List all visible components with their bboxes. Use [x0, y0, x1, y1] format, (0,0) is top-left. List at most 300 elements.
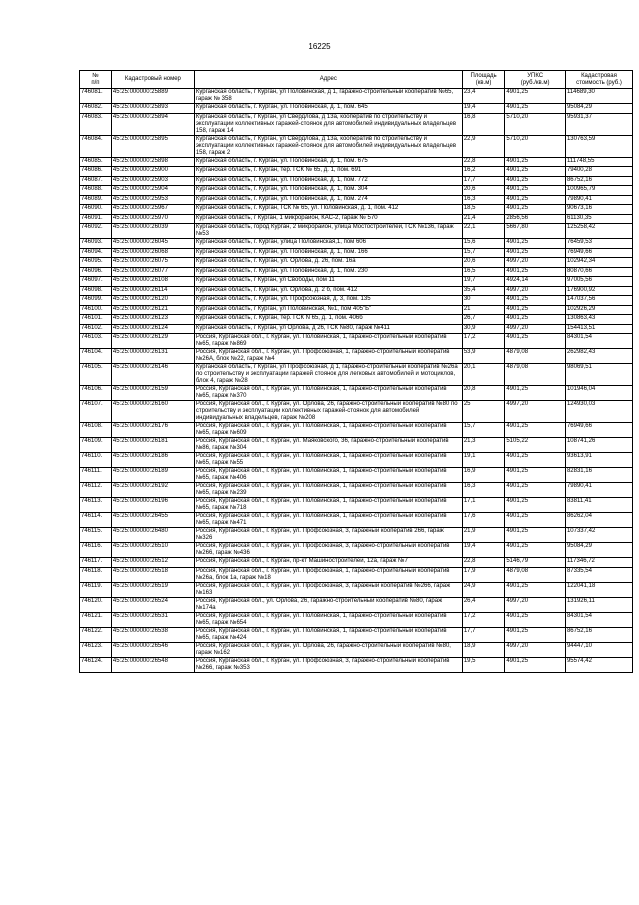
- cadastral-cost-cell: 100965,79: [565, 186, 632, 196]
- table-row: [80, 364, 633, 386]
- table-row: [80, 423, 633, 438]
- cadastral-number-cell: 45:25:000000:25898: [111, 157, 194, 167]
- table-row: [80, 89, 633, 104]
- upks-cell: 4901,25: [505, 582, 566, 597]
- cadastral-cost-cell: 84301,54: [565, 612, 632, 627]
- row-number-cell: 746109.: [80, 438, 112, 453]
- row-number-cell: 746116.: [80, 543, 112, 558]
- cadastral-number-cell: 45:25:000000:25900: [111, 167, 194, 177]
- row-number-cell: 746110.: [80, 453, 112, 468]
- address-cell: Курганская область, город Курган, 2 микрорайон, улица Мостостроителей, ГСК №136, гараж №53: [194, 224, 462, 239]
- cadastral-number-cell: 45:25:000000:26045: [111, 239, 194, 249]
- area-cell: 17,9: [462, 567, 505, 582]
- address-cell: Курганская область, г Курган, ул Свердлова, д 13а, кооператив по строительству и эксплуатации коллективных гаражей-стоянок для автомобилей индивидуальных владельцев 158, гараж 2: [194, 135, 462, 157]
- area-cell: 15,7: [462, 423, 505, 438]
- table-row: [80, 582, 633, 597]
- upks-cell: 5710,20: [505, 113, 566, 135]
- address-cell: Россия, Курганская обл., г. Курган, ул. Профсоюзная, 3, гаражно-строительный кооператив №266, гараж №436: [194, 543, 462, 558]
- address-cell: Курганская область, г. Курган, ул. Половинская, д. 1, пом. 772: [194, 176, 462, 186]
- table-row: [80, 597, 633, 612]
- area-cell: 19,7: [462, 277, 505, 287]
- address-cell: Россия, Курганская обл., г. Курган, ул. Орлова, 26, гаражно-строительный кооператив №80 по строительству и эксплуатации коллективных гаражей-стоянок для автомобилей индивидуальных владельцев, гараж №208: [194, 401, 462, 423]
- row-number-cell: 746091.: [80, 214, 112, 224]
- cadastral-cost-cell: 102926,29: [565, 305, 632, 315]
- area-cell: 21: [462, 305, 505, 315]
- area-cell: 19,4: [462, 104, 505, 114]
- row-number-cell: 746119.: [80, 582, 112, 597]
- cadastral-number-cell: 45:25:000000:26039: [111, 224, 194, 239]
- table-row: [80, 543, 633, 558]
- row-number-cell: 746092.: [80, 224, 112, 239]
- table-row: [80, 167, 633, 177]
- cadastral-cost-cell: 86752,16: [565, 176, 632, 186]
- area-cell: 21,4: [462, 214, 505, 224]
- address-cell: Курганская область, г Курган, ул Половинская, №1, пом 405"Б": [194, 305, 462, 315]
- upks-cell: 4901,25: [505, 498, 566, 513]
- cadastral-table-container: [79, 70, 633, 673]
- header-cost: Кадастровая стоимость (руб.): [565, 71, 632, 89]
- cadastral-cost-cell: 95084,29: [565, 543, 632, 558]
- cadastral-cost-cell: 108741,26: [565, 438, 632, 453]
- table-row: [80, 277, 633, 287]
- table-row: [80, 627, 633, 642]
- upks-cell: 4901,25: [505, 657, 566, 672]
- table-row: [80, 135, 633, 157]
- area-cell: 17,2: [462, 334, 505, 349]
- upks-cell: 4901,25: [505, 195, 566, 205]
- cadastral-cost-cell: 147037,56: [565, 296, 632, 306]
- cadastral-number-cell: 45:25:000000:26176: [111, 423, 194, 438]
- address-cell: Курганская область, г. Курган, ул. Половинская, д. 1, пом. 675: [194, 157, 462, 167]
- upks-cell: 5710,20: [505, 135, 566, 157]
- row-number-cell: 746118.: [80, 567, 112, 582]
- upks-cell: 4901,25: [505, 483, 566, 498]
- upks-cell: 4901,25: [505, 315, 566, 325]
- upks-cell: 4924,14: [505, 277, 566, 287]
- address-cell: Россия, Курганская обл., г. Курган, ул. Половинская, 1, гаражно-строительный кооператив №65, гараж №718: [194, 498, 462, 513]
- cadastral-number-cell: 45:25:000000:26068: [111, 248, 194, 258]
- table-row: [80, 258, 633, 268]
- area-cell: 22,9: [462, 135, 505, 157]
- upks-cell: 4997,20: [505, 258, 566, 268]
- cadastral-cost-cell: 95574,42: [565, 657, 632, 672]
- address-cell: Россия, Курганская обл., г. Курган, ул. Половинская, 1, гаражно-строительный кооператив №65, гараж №869: [194, 334, 462, 349]
- cadastral-number-cell: 45:25:000000:25889: [111, 89, 194, 104]
- upks-cell: 4901,25: [505, 543, 566, 558]
- cadastral-number-cell: 45:25:000000:25904: [111, 186, 194, 196]
- cadastral-number-cell: 45:25:000000:26075: [111, 258, 194, 268]
- table-body: [80, 89, 633, 673]
- upks-cell: 4901,25: [505, 386, 566, 401]
- cadastral-cost-cell: 93613,91: [565, 453, 632, 468]
- cadastral-number-cell: 45:25:000000:25967: [111, 205, 194, 215]
- row-number-cell: 746117.: [80, 558, 112, 568]
- row-number-cell: 746106.: [80, 386, 112, 401]
- cadastral-number-cell: 45:25:000000:26186: [111, 453, 194, 468]
- address-cell: Россия, Курганская обл., г. Курган, ул. Профсоюзная, 3, гаражно-строительный кооператив №266, гараж №353: [194, 657, 462, 672]
- address-cell: Курганская область, г Курган, ул Свободы, пом 11: [194, 277, 462, 287]
- table-row: [80, 195, 633, 205]
- cadastral-number-cell: 45:25:000000:26189: [111, 468, 194, 483]
- upks-cell: 4901,25: [505, 167, 566, 177]
- row-number-cell: 746085.: [80, 157, 112, 167]
- row-number-cell: 746124.: [80, 657, 112, 672]
- row-number-cell: 746095.: [80, 258, 112, 268]
- row-number-cell: 746093.: [80, 239, 112, 249]
- cadastral-cost-cell: 154413,51: [565, 324, 632, 334]
- cadastral-cost-cell: 114689,30: [565, 89, 632, 104]
- cadastral-number-cell: 45:25:000000:26548: [111, 657, 194, 672]
- address-cell: Курганская область, г. Курган, ГСК № 65, ул. Половинская, д. 1, пом. 412: [194, 205, 462, 215]
- cadastral-cost-cell: 87335,54: [565, 567, 632, 582]
- address-cell: Россия, Курганская обл., г. Курган, ул. Профсоюзная, 1, гаражно-строительный кооператив №26а, блок 1а, гараж №18: [194, 567, 462, 582]
- cadastral-cost-cell: 107337,42: [565, 528, 632, 543]
- cadastral-cost-cell: 79890,41: [565, 483, 632, 498]
- cadastral-cost-cell: 86752,16: [565, 627, 632, 642]
- upks-cell: 5667,80: [505, 224, 566, 239]
- table-row: [80, 657, 633, 672]
- address-cell: Россия, Курганская обл., г. Курган, ул. Профсоюзная, 1, гаражно-строительный кооператив №26А, блок №22, гараж №4: [194, 349, 462, 364]
- address-cell: Курганская область, г. Курган, ул. Профсоюзная, д. 3, пом. 135: [194, 296, 462, 306]
- header-upks: УПКС (руб./кв.м): [505, 71, 566, 89]
- address-cell: Россия, Курганская обл., г. Курган, ул. Половинская, 1, гаражно-строительный кооператив №65, гараж №609: [194, 423, 462, 438]
- cadastral-number-cell: 45:25:000000:25953: [111, 195, 194, 205]
- table-row: [80, 248, 633, 258]
- upks-cell: 4997,20: [505, 597, 566, 612]
- row-number-cell: 746082.: [80, 104, 112, 114]
- area-cell: 17,7: [462, 627, 505, 642]
- cadastral-number-cell: 45:25:000000:25895: [111, 135, 194, 157]
- area-cell: 35,4: [462, 286, 505, 296]
- cadastral-cost-cell: 101946,04: [565, 386, 632, 401]
- upks-cell: 4901,25: [505, 612, 566, 627]
- header-area: Площадь (кв.м): [462, 71, 505, 89]
- area-cell: 19,1: [462, 453, 505, 468]
- row-number-cell: 746087.: [80, 176, 112, 186]
- address-cell: Россия, Курганская обл., ул. Орлова, 26, гаражно-строительный кооператив №80, гараж №174а: [194, 597, 462, 612]
- cadastral-cost-cell: 122041,18: [565, 582, 632, 597]
- cadastral-number-cell: 45:25:000000:26120: [111, 296, 194, 306]
- upks-cell: 4997,20: [505, 324, 566, 334]
- area-cell: 19,4: [462, 543, 505, 558]
- upks-cell: 5146,79: [505, 558, 566, 568]
- area-cell: 17,2: [462, 612, 505, 627]
- area-cell: 17,1: [462, 498, 505, 513]
- area-cell: 19,5: [462, 657, 505, 672]
- cadastral-cost-cell: 130863,43: [565, 315, 632, 325]
- cadastral-number-cell: 45:25:000000:25903: [111, 176, 194, 186]
- cadastral-number-cell: 45:25:000000:26196: [111, 498, 194, 513]
- cadastral-cost-cell: 130763,59: [565, 135, 632, 157]
- address-cell: Курганская область, г. Курган, тер. ГСК № 65, д. 1, пом. 691: [194, 167, 462, 177]
- table-row: [80, 558, 633, 568]
- upks-cell: 4901,25: [505, 305, 566, 315]
- address-cell: Курганская область, г. Курган, ул. Половинская, д. 1, пом. 645: [194, 104, 462, 114]
- upks-cell: 4901,25: [505, 423, 566, 438]
- table-row: [80, 113, 633, 135]
- cadastral-number-cell: 45:25:000000:26159: [111, 386, 194, 401]
- row-number-cell: 746094.: [80, 248, 112, 258]
- table-row: [80, 468, 633, 483]
- table-row: [80, 324, 633, 334]
- cadastral-cost-cell: 176900,92: [565, 286, 632, 296]
- table-row: [80, 205, 633, 215]
- cadastral-cost-cell: 95931,37: [565, 113, 632, 135]
- address-cell: Курганская область, г Курган, 1 микрорайон, КАС-2, гараж № 570: [194, 214, 462, 224]
- area-cell: 26,4: [462, 597, 505, 612]
- header-row: [80, 71, 633, 89]
- row-number-cell: 746100.: [80, 305, 112, 315]
- cadastral-number-cell: 45:25:000000:26538: [111, 627, 194, 642]
- area-cell: 26,7: [462, 315, 505, 325]
- row-number-cell: 746101.: [80, 315, 112, 325]
- cadastral-cost-cell: 82831,16: [565, 468, 632, 483]
- area-cell: 20,6: [462, 186, 505, 196]
- table-row: [80, 386, 633, 401]
- cadastral-cost-cell: 84301,54: [565, 334, 632, 349]
- row-number-cell: 746086.: [80, 167, 112, 177]
- cadastral-number-cell: 45:25:000000:25970: [111, 214, 194, 224]
- table-row: [80, 498, 633, 513]
- area-cell: 16,3: [462, 195, 505, 205]
- cadastral-number-cell: 45:25:000000:26531: [111, 612, 194, 627]
- upks-cell: 4879,08: [505, 364, 566, 386]
- area-cell: 30,9: [462, 324, 505, 334]
- upks-cell: 4997,20: [505, 286, 566, 296]
- area-cell: 22,8: [462, 558, 505, 568]
- area-cell: 16,8: [462, 113, 505, 135]
- address-cell: Курганская область, г. Курган, тер. ГСК N 65, д. 1, пом. 406б: [194, 315, 462, 325]
- address-cell: Курганская область, г Курган, ул Орлова, д 26, ГСК №80, гараж №411: [194, 324, 462, 334]
- header-cadastral: Кадастровый номер: [111, 71, 194, 89]
- table-row: [80, 483, 633, 498]
- row-number-cell: 746120.: [80, 597, 112, 612]
- upks-cell: 4997,20: [505, 642, 566, 657]
- cadastral-number-cell: 45:25:000000:26129: [111, 334, 194, 349]
- area-cell: 23,4: [462, 89, 505, 104]
- cadastral-cost-cell: 83811,41: [565, 498, 632, 513]
- cadastral-cost-cell: 76949,66: [565, 423, 632, 438]
- page-number: 16225: [308, 42, 331, 51]
- area-cell: 16,2: [462, 167, 505, 177]
- table-row: [80, 349, 633, 364]
- row-number-cell: 746121.: [80, 612, 112, 627]
- area-cell: 22,1: [462, 224, 505, 239]
- upks-cell: 4901,25: [505, 157, 566, 167]
- upks-cell: 4879,08: [505, 567, 566, 582]
- cadastral-number-cell: 45:25:000000:26181: [111, 438, 194, 453]
- cadastral-number-cell: 45:25:000000:26114: [111, 286, 194, 296]
- cadastral-number-cell: 45:25:000000:26192: [111, 483, 194, 498]
- table-row: [80, 157, 633, 167]
- row-number-cell: 746090.: [80, 205, 112, 215]
- table-row: [80, 239, 633, 249]
- row-number-cell: 746089.: [80, 195, 112, 205]
- row-number-cell: 746115.: [80, 528, 112, 543]
- cadastral-number-cell: 45:25:000000:26121: [111, 305, 194, 315]
- address-cell: Россия, Курганская обл., г. Курган, ул. Половинская, 1, гаражно-строительный кооператив №65, гараж №471: [194, 513, 462, 528]
- row-number-cell: 746107.: [80, 401, 112, 423]
- upks-cell: 4901,25: [505, 239, 566, 249]
- upks-cell: 4901,25: [505, 186, 566, 196]
- cadastral-table: [79, 70, 633, 673]
- cadastral-cost-cell: 98069,51: [565, 364, 632, 386]
- area-cell: 30: [462, 296, 505, 306]
- upks-cell: 4901,25: [505, 267, 566, 277]
- area-cell: 20,8: [462, 386, 505, 401]
- cadastral-number-cell: 45:25:000000:26518: [111, 567, 194, 582]
- address-cell: Россия, Курганская обл., г. Курган, ул. Половинская, 1, гаражно-строительный кооператив №65, гараж №406: [194, 468, 462, 483]
- table-row: [80, 296, 633, 306]
- area-cell: 18,9: [462, 642, 505, 657]
- table-row: [80, 315, 633, 325]
- row-number-cell: 746102.: [80, 324, 112, 334]
- area-cell: 16,5: [462, 267, 505, 277]
- address-cell: Россия, Курганская обл., г. Курган, ул. Маяковского, 36, гаражно-строительный кооператив №86, гараж №304: [194, 438, 462, 453]
- address-cell: Россия, Курганская обл., г. Курган, пр-кт Машиностроителей, 12а, гараж №7: [194, 558, 462, 568]
- cadastral-number-cell: 45:25:000000:26124: [111, 324, 194, 334]
- table-row: [80, 305, 633, 315]
- table-row: [80, 528, 633, 543]
- upks-cell: 4901,25: [505, 627, 566, 642]
- row-number-cell: 746103.: [80, 334, 112, 349]
- row-number-cell: 746099.: [80, 296, 112, 306]
- upks-cell: 4901,25: [505, 513, 566, 528]
- cadastral-cost-cell: 79400,28: [565, 167, 632, 177]
- upks-cell: 2856,56: [505, 214, 566, 224]
- cadastral-cost-cell: 86262,04: [565, 513, 632, 528]
- area-cell: 17,6: [462, 513, 505, 528]
- upks-cell: 4901,25: [505, 468, 566, 483]
- address-cell: Россия, Курганская обл., г. Курган, ул. Половинская, 1, гаражно-строительный кооператив №65, гараж №424: [194, 627, 462, 642]
- area-cell: 20,6: [462, 258, 505, 268]
- upks-cell: 4901,25: [505, 296, 566, 306]
- row-number-cell: 746108.: [80, 423, 112, 438]
- row-number-cell: 746083.: [80, 113, 112, 135]
- address-cell: Россия, Курганская обл., г. Курган, ул. Профсоюзная, 3, гаражный кооператив 266, гараж №326: [194, 528, 462, 543]
- cadastral-cost-cell: 131926,11: [565, 597, 632, 612]
- cadastral-number-cell: 45:25:000000:26160: [111, 401, 194, 423]
- address-cell: Курганская область, г Курган, ул Профсоюзная, д 1, гаражно-строительный кооператив №26а по строительству и эксплуатации гаражей стоянок для легковых автомобилей и мотоциклов, блок 4, гараж №28: [194, 364, 462, 386]
- table-row: [80, 224, 633, 239]
- cadastral-cost-cell: 97005,56: [565, 277, 632, 287]
- upks-cell: 4901,25: [505, 205, 566, 215]
- address-cell: Курганская область, г Курган, ул Свердлова, д 13а, кооператив по строительству и эксплуатации коллективных гаражей-стоянок для автомобилей индивидуальных владельцев 158, гараж 14: [194, 113, 462, 135]
- table-row: [80, 567, 633, 582]
- cadastral-number-cell: 45:25:000000:26131: [111, 349, 194, 364]
- table-row: [80, 513, 633, 528]
- cadastral-cost-cell: 102942,34: [565, 258, 632, 268]
- row-number-cell: 746097.: [80, 277, 112, 287]
- upks-cell: 4901,25: [505, 176, 566, 186]
- cadastral-number-cell: 45:25:000000:26524: [111, 597, 194, 612]
- address-cell: Россия, Курганская обл., г. Курган, ул. Половинская, 1, гаражно-строительный кооператив №65, гараж №55: [194, 453, 462, 468]
- cadastral-cost-cell: 76459,53: [565, 239, 632, 249]
- cadastral-cost-cell: 80870,66: [565, 267, 632, 277]
- address-cell: Курганская область, г. Курган, ул. Половинская, д. 1, пом. 304: [194, 186, 462, 196]
- cadastral-cost-cell: 76949,66: [565, 248, 632, 258]
- cadastral-cost-cell: 61130,35: [565, 214, 632, 224]
- table-row: [80, 453, 633, 468]
- area-cell: 24,9: [462, 582, 505, 597]
- upks-cell: 4901,25: [505, 334, 566, 349]
- row-number-cell: 746112.: [80, 483, 112, 498]
- cadastral-number-cell: 45:25:000000:26146: [111, 364, 194, 386]
- row-number-cell: 746096.: [80, 267, 112, 277]
- row-number-cell: 746122.: [80, 627, 112, 642]
- table-header: [80, 71, 633, 89]
- row-number-cell: 746098.: [80, 286, 112, 296]
- address-cell: Россия, Курганская обл., г. Курган, ул. Профсоюзная, 3, гаражный кооператив №266, гараж №163: [194, 582, 462, 597]
- row-number-cell: 746084.: [80, 135, 112, 157]
- table-row: [80, 286, 633, 296]
- row-number-cell: 746111.: [80, 468, 112, 483]
- cadastral-number-cell: 45:25:000000:26455: [111, 513, 194, 528]
- table-row: [80, 186, 633, 196]
- row-number-cell: 746104.: [80, 349, 112, 364]
- area-cell: 16,9: [462, 468, 505, 483]
- table-row: [80, 104, 633, 114]
- upks-cell: 4901,25: [505, 528, 566, 543]
- header-num: № п/п: [80, 71, 112, 89]
- cadastral-cost-cell: 117346,72: [565, 558, 632, 568]
- row-number-cell: 746105.: [80, 364, 112, 386]
- cadastral-cost-cell: 111748,55: [565, 157, 632, 167]
- address-cell: Курганская область, г Курган, ул Половинская, д 1, гаражно-строительный кооператив №65, гараж № 358: [194, 89, 462, 104]
- address-cell: Курганская область, г. Курган, ул. Половинская, д. 1, пом. 230: [194, 267, 462, 277]
- row-number-cell: 746088.: [80, 186, 112, 196]
- table-row: [80, 214, 633, 224]
- cadastral-number-cell: 45:25:000000:26546: [111, 642, 194, 657]
- address-cell: Курганская область, г. Курган, ул. Половинская, д. 1, пом. 274: [194, 195, 462, 205]
- area-cell: 25: [462, 401, 505, 423]
- table-row: [80, 642, 633, 657]
- cadastral-cost-cell: 262982,43: [565, 349, 632, 364]
- cadastral-number-cell: 45:25:000000:26077: [111, 267, 194, 277]
- row-number-cell: 746123.: [80, 642, 112, 657]
- cadastral-cost-cell: 90673,16: [565, 205, 632, 215]
- area-cell: 53,9: [462, 349, 505, 364]
- cadastral-cost-cell: 94447,10: [565, 642, 632, 657]
- row-number-cell: 746114.: [80, 513, 112, 528]
- address-cell: Россия, Курганская обл., г. Курган, ул. Половинская, 1, гаражно-строительный кооператив №65, гараж №654: [194, 612, 462, 627]
- address-cell: Россия, Курганская обл., г. Курган, ул. Половинская, 1, гаражно-строительный кооператив №65, гараж №370: [194, 386, 462, 401]
- cadastral-number-cell: 45:25:000000:26510: [111, 543, 194, 558]
- cadastral-number-cell: 45:25:000000:26123: [111, 315, 194, 325]
- cadastral-number-cell: 45:25:000000:26480: [111, 528, 194, 543]
- row-number-cell: 746081.: [80, 89, 112, 104]
- table-row: [80, 267, 633, 277]
- address-cell: Курганская область, г. Курган, ул. Половинская, д. 1, пом. 166: [194, 248, 462, 258]
- area-cell: 17,7: [462, 176, 505, 186]
- row-number-cell: 746113.: [80, 498, 112, 513]
- cadastral-cost-cell: 79890,41: [565, 195, 632, 205]
- table-row: [80, 438, 633, 453]
- address-cell: Курганская область, г. Курган, улица Половинская,1, пом 606: [194, 239, 462, 249]
- cadastral-number-cell: 45:25:000000:25893: [111, 104, 194, 114]
- address-cell: Курганская область, г. Курган, ул. Орлова, д. 26, пом. 16а: [194, 258, 462, 268]
- area-cell: 18,5: [462, 205, 505, 215]
- cadastral-number-cell: 45:25:000000:26512: [111, 558, 194, 568]
- area-cell: 15,7: [462, 248, 505, 258]
- upks-cell: 4901,25: [505, 248, 566, 258]
- upks-cell: 4901,25: [505, 453, 566, 468]
- cadastral-number-cell: 45:25:000000:26519: [111, 582, 194, 597]
- upks-cell: 4879,08: [505, 349, 566, 364]
- cadastral-cost-cell: 125258,42: [565, 224, 632, 239]
- area-cell: 15,6: [462, 239, 505, 249]
- cadastral-cost-cell: 124930,03: [565, 401, 632, 423]
